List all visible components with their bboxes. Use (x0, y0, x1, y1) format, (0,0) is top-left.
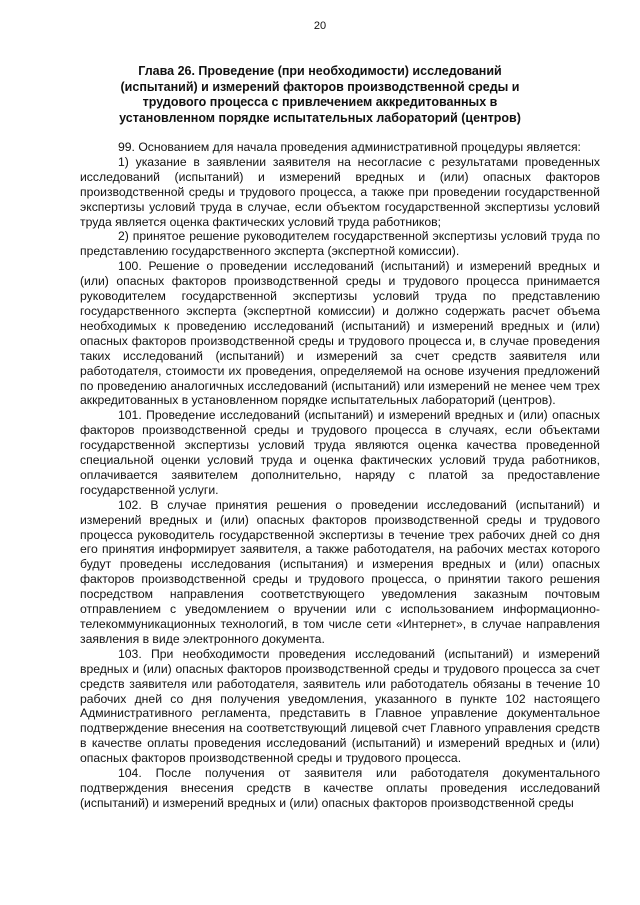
paragraph-102: 102. В случае принятия решения о проведении исследований (испытаний) и измерений вредных и (или) опасных факторов производственной среды и трудового процесса руководитель государственной экспертизы в течение трех рабочих дней со дня его принятия информирует заявителя, а также работодателя, на рабочих местах которого будут проведены исследования (испытания) и измерения вредных и (или) опасных факторов производственной среды и трудового процесса, о принятии такого решения посредством направления соответствующего уведомления заказным почтовым отправлением с уведомлением о вручении или с использованием информационно-телекоммуникационных технологий, в том числе сети «Интернет», в случае направления заявления в виде электронного документа. (80, 497, 600, 646)
body-text (80, 140, 600, 811)
paragraph-103: 103. При необходимости проведения исследований (испытаний) и измерений вредных и (или) опасных факторов производственной среды и трудового процесса за счет средств заявителя или работодателя, заявитель или работодатель обязаны в течение 10 рабочих дней со дня получения уведомления, указанного в пункте 102 настоящего Административного регламента, представить в Главное управление документальное подтверждение внесения на соответствующий лицевой счет Главного управления средств в качестве оплаты проведения исследований (испытаний) и измерений вредных и (или) опасных факторов производственной среды и трудового процесса. (80, 646, 600, 766)
paragraph-101: 101. Проведение исследований (испытаний) и измерений вредных и (или) опасных факторов производственной среды и трудового процесса в случаях, если объектами государственной экспертизы условий труда являются оценка качества проведенной специальной оценки условий труда и оценка фактических условий труда работников, оплачивается заявителем дополнительно, наряду с платой за предоставление государственной услуги. (80, 408, 600, 497)
paragraph-104: 104. После получения от заявителя или работодателя документального подтверждения внесения средств в качестве оплаты проведения исследований (испытаний) и измерений вредных и (или) опасных факторов производственной среды (80, 766, 600, 810)
page-number: 20 (313, 20, 327, 32)
paragraph-99: 99. Основанием для начала проведения административной процедуры является: (118, 140, 581, 154)
paragraph-99-item-2: 2) принятое решение руководителем государственной экспертизы условий труда по представлению государственного эксперта (экспертной комиссии). (80, 229, 600, 259)
paragraph-100: 100. Решение о проведении исследований (испытаний) и измерений вредных и (или) опасных факторов производственной среды и трудового процесса принимается руководителем государственной экспертизы условий труда по представлению государственного эксперта (экспертной комиссии) и должно содержать расчет объема необходимых к проведению исследований (испытаний) и измерений вредных и (или) опасных факторов производственной среды и трудового процесса и, в случае проведения таких исследований (испытаний) и измерений за счет средств заявителя или работодателя, стоимости их проведения, определяемой на основе изучения предложений по проведению аналогичных исследований (испытаний) или измерений не менее чем трех аккредитованных в установленном порядке испытательных лабораторий (центров). (80, 259, 600, 408)
chapter-title: Глава 26. Проведение (при необходимости) исследований (испытаний) и измерений факторов производственной среды и трудового процесса с привлечением аккредитованных в установленном порядке испытательных лабораторий (центров) (119, 64, 521, 125)
paragraph-99-item-1: 1) указание в заявлении заявителя на несогласие с результатами проведенных исследований (испытаний) и измерений вредных и (или) опасных факторов производственной среды и трудового процесса, а также при проведении государственной экспертизы условий труда в случае, если объектом государственной экспертизы условий труда является оценка фактических условий труда работников; (80, 154, 600, 229)
